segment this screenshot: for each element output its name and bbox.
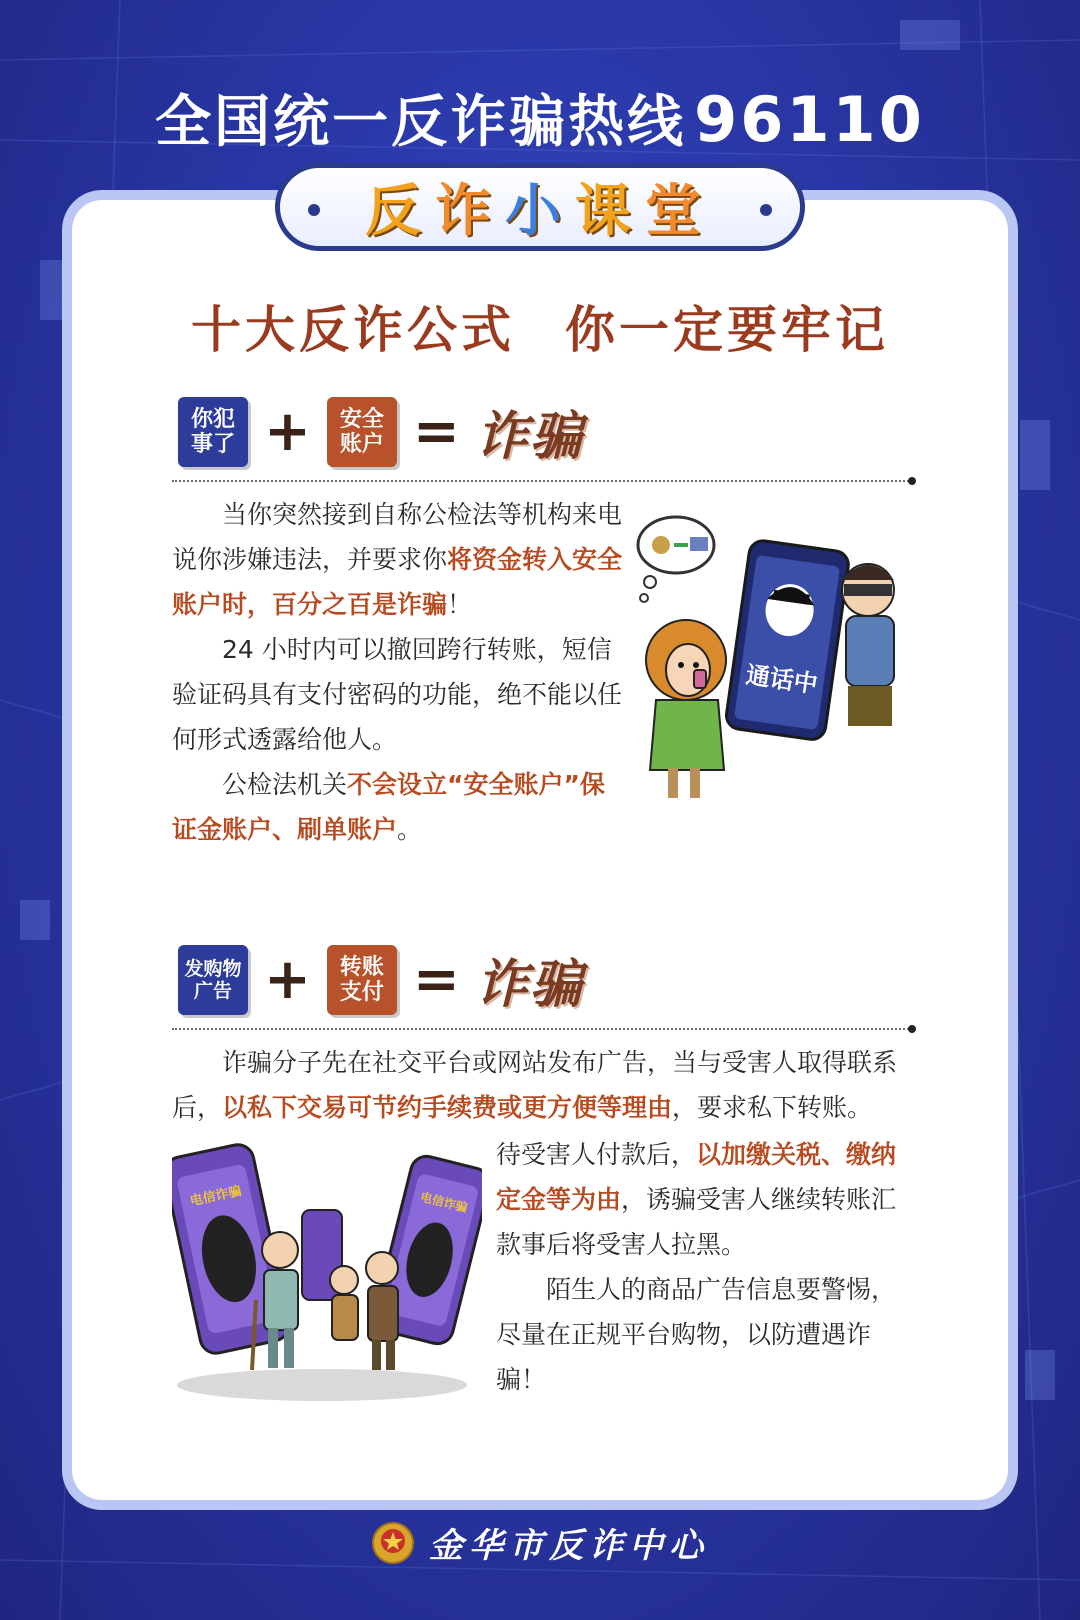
heading-part1: 十大反诈公式 — [191, 300, 515, 359]
elderly-person-figure — [366, 1252, 398, 1370]
phone-call-text: 通话中 — [744, 660, 820, 699]
formula1-text — [172, 492, 628, 852]
divider-1 — [172, 480, 912, 482]
formula1-paragraph — [172, 762, 628, 852]
equals-sign: = — [412, 399, 460, 464]
para-text: 公检法机关 — [222, 770, 348, 799]
section-heading — [0, 290, 1080, 362]
formula1-result: 诈骗 — [475, 407, 584, 467]
banner-char: 诈 — [435, 179, 505, 244]
footer-title: 金华市反诈中心 — [429, 1526, 709, 1566]
para-text: ，要求私下转账。 — [672, 1093, 873, 1122]
para-text: ，诱骗受害人继续转账汇款事后将受害人拉黑。 — [496, 1185, 897, 1259]
banner-char: 反 — [365, 179, 435, 244]
banner-pill — [275, 163, 805, 251]
hotline-number: 96110 — [694, 83, 925, 156]
banner-title — [365, 167, 715, 247]
divider-2 — [172, 1028, 912, 1030]
formula1-paragraph — [172, 492, 628, 627]
telecom-fraud-illustration — [172, 1130, 482, 1410]
hotline-title — [0, 78, 1080, 158]
para-text: 诈骗分子先在社交平台或网站发布广告，当与受害人取得联系后， — [172, 1048, 898, 1122]
para-highlight: 以私下交易可节约手续费或更方便等理由 — [222, 1093, 673, 1122]
para-text: 陌生人的商品广告信息要警惕，尽量在正规平台购物，以防遭遇诈骗！ — [496, 1275, 897, 1394]
para-text: ！ — [447, 590, 473, 619]
banner-dot-left — [308, 204, 320, 216]
formula1-tile-1: 你犯事了 — [178, 397, 248, 467]
formula2-tile-1: 发购物广告 — [178, 945, 248, 1015]
formula1-tile-2: 安全账户 — [327, 397, 397, 467]
para-highlight: 以加缴关税、缴纳定金等为由 — [496, 1140, 897, 1214]
formula2-intro — [172, 1040, 920, 1130]
para-text: 24 小时内可以撤回跨行转账，短信验证码具有支付密码的功能，绝不能以任何形式透露给他人。 — [172, 635, 623, 754]
police-emblem-icon — [371, 1519, 415, 1567]
formula-2 — [178, 942, 584, 1017]
money-bag-icon — [652, 536, 670, 554]
formula2-tile-2: 转账支付 — [327, 945, 397, 1015]
formula2-text — [496, 1132, 920, 1402]
formula2-result: 诈骗 — [475, 955, 584, 1015]
formula2-paragraph — [496, 1132, 920, 1267]
banner-char: 课 — [575, 179, 645, 244]
heading-part2: 你一定要牢记 — [565, 300, 889, 359]
formula2-intro-paragraph — [172, 1040, 920, 1130]
para-highlight: 将资金转入安全账户时，百分之百是诈骗 — [172, 545, 623, 619]
banner-dot-right — [760, 204, 772, 216]
phone-device — [725, 539, 850, 741]
card-icon — [690, 537, 708, 551]
para-text: 当你突然接到自称公检法等机构来电说你涉嫌违法，并要求你 — [172, 500, 623, 574]
phone-label: 电信诈骗 — [418, 1189, 469, 1216]
hotline-label: 全国统一反诈骗热线 — [155, 90, 687, 155]
banner-char: 堂 — [645, 179, 715, 244]
footer — [0, 1518, 1080, 1567]
formula2-paragraph — [496, 1267, 920, 1402]
para-text: 。 — [397, 815, 423, 844]
formula-1 — [178, 394, 584, 469]
para-highlight: 不会设立“安全账户”保证金账户、刷单账户 — [172, 770, 605, 844]
formula1-paragraph — [172, 627, 628, 762]
phone-scam-illustration — [636, 510, 916, 810]
equals-sign: = — [412, 947, 460, 1012]
worried-woman-figure — [646, 620, 726, 798]
scammer-figure — [842, 564, 894, 726]
para-text: 待受害人付款后， — [496, 1140, 697, 1169]
elderly-woman-figure — [330, 1266, 358, 1340]
plus-sign: + — [264, 399, 311, 464]
plus-sign: + — [264, 947, 311, 1012]
phone-label: 电信诈骗 — [188, 1183, 243, 1210]
banner-char: 小 — [505, 179, 575, 244]
